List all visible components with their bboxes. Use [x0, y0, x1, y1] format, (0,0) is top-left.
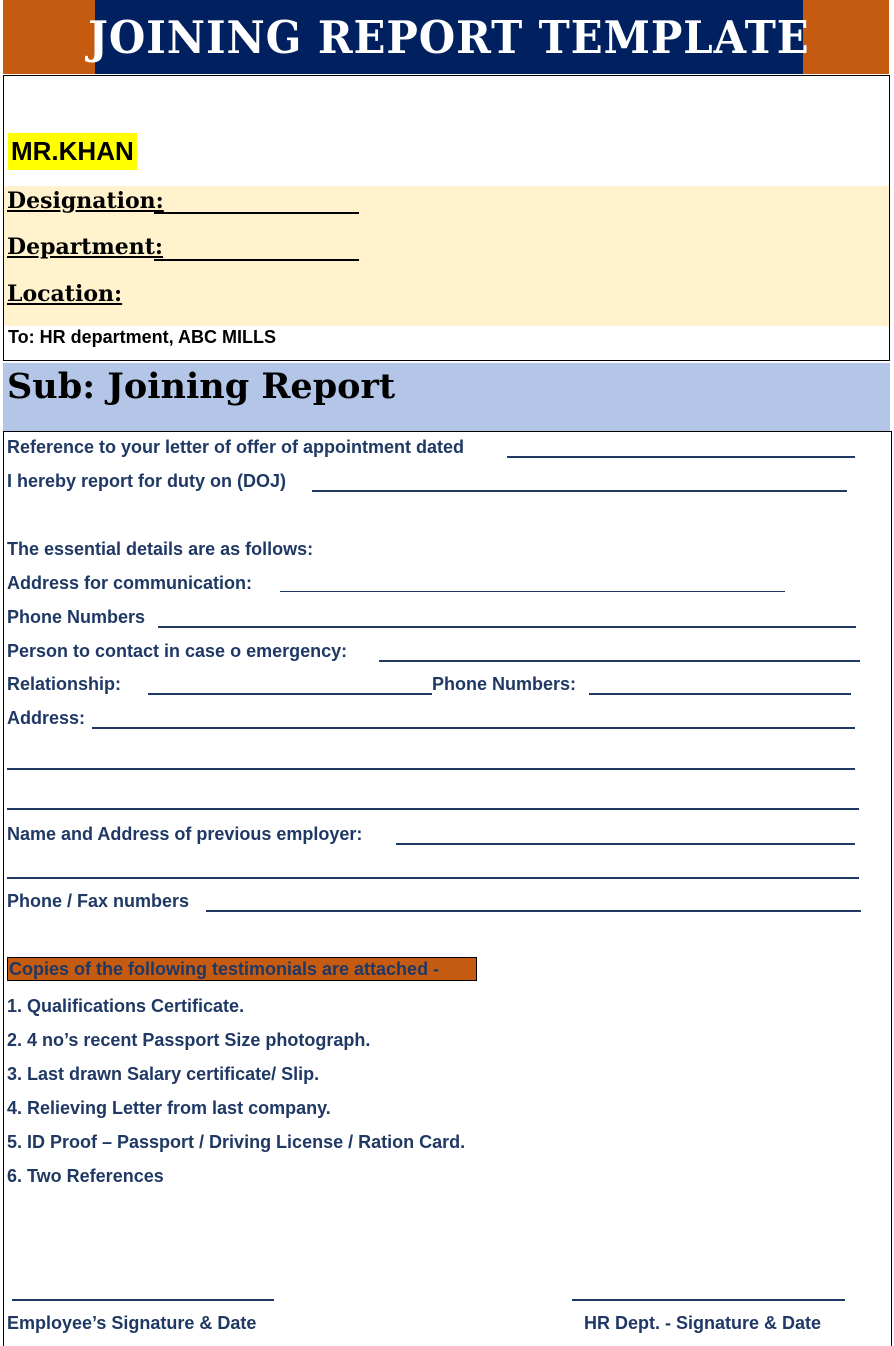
- relationship-label: Relationship:: [7, 674, 122, 694]
- previous-employer-line-1: [396, 843, 855, 845]
- phone-numbers-label: Phone Numbers: [7, 607, 146, 627]
- previous-employer-line-2: [7, 877, 859, 879]
- employee-signature-line: [12, 1299, 274, 1301]
- department-line: [154, 259, 359, 261]
- relationship-line: [148, 693, 432, 695]
- doj-line: [312, 490, 847, 492]
- form-body: [3, 431, 892, 1346]
- employee-signature-label: Employee’s Signature & Date: [7, 1313, 257, 1333]
- details-band: [4, 186, 889, 326]
- to-line: To: HR department, ABC MILLS: [8, 327, 276, 347]
- attachment-item-1: 1. Qualifications Certificate.: [7, 996, 245, 1016]
- address-label: Address:: [7, 708, 86, 728]
- page-title: JOINING REPORT TEMPLATE: [88, 10, 810, 64]
- subject-heading: Sub: Joining Report: [7, 366, 396, 407]
- title-band: [3, 0, 889, 74]
- hr-signature-label: HR Dept. - Signature & Date: [584, 1313, 822, 1333]
- subject-band: [3, 363, 890, 431]
- attachment-item-4: 4. Relieving Letter from last company.: [7, 1098, 331, 1118]
- designation-line: [154, 212, 359, 214]
- address-communication-line: [280, 591, 785, 592]
- employee-name: MR.KHAN: [8, 133, 137, 170]
- address-communication-label: Address for communication:: [7, 573, 253, 593]
- previous-employer-label: Name and Address of previous employer:: [7, 824, 363, 844]
- phone-fax-line: [206, 910, 861, 912]
- attachment-item-3: 3. Last drawn Salary certificate/ Slip.: [7, 1064, 320, 1084]
- location-label: Location:: [7, 281, 123, 307]
- relationship-phone-label: Phone Numbers:: [432, 674, 577, 694]
- report-duty-label: I hereby report for duty on (DOJ): [7, 471, 287, 491]
- title-panel: [88, 0, 810, 74]
- essential-details-label: The essential details are as follows:: [7, 539, 314, 559]
- attachment-item-2: 2. 4 no’s recent Passport Size photograph.: [7, 1030, 371, 1050]
- phone-fax-label: Phone / Fax numbers: [7, 891, 190, 911]
- phone-numbers-line: [158, 626, 856, 628]
- relationship-phone-line: [589, 693, 851, 695]
- attachments-heading: Copies of the following testimonials are attached -: [7, 957, 477, 981]
- emergency-contact-label: Person to contact in case o emergency:: [7, 641, 348, 661]
- header-box: [3, 75, 890, 361]
- hr-signature-line: [572, 1299, 845, 1301]
- address-line-2: [7, 768, 855, 770]
- address-line-3: [7, 808, 859, 810]
- attachment-item-5: 5. ID Proof – Passport / Driving License / Ration Card.: [7, 1132, 466, 1152]
- attachment-item-6: 6. Two References: [7, 1166, 164, 1186]
- emergency-contact-line: [379, 660, 860, 662]
- address-line-1: [92, 727, 855, 729]
- department-label: Department:: [7, 234, 164, 260]
- designation-label: Designation:: [7, 188, 164, 214]
- offer-date-line: [507, 456, 855, 458]
- offer-reference-label: Reference to your letter of offer of appointment dated: [7, 437, 465, 457]
